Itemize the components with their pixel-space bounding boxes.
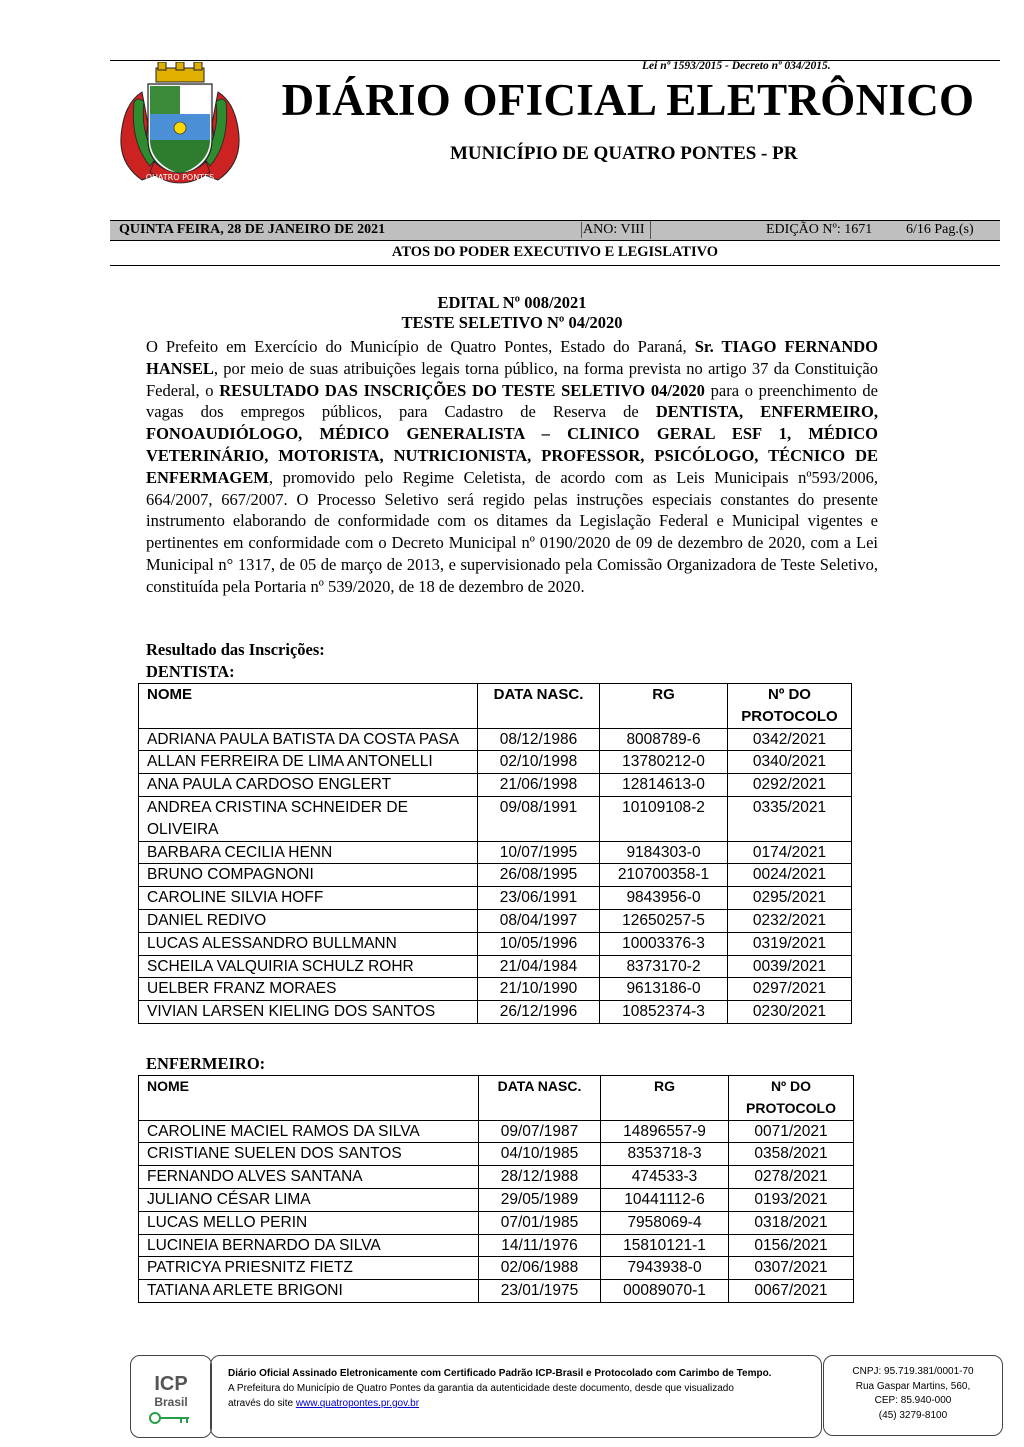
edital-number: EDITAL Nº 008/2021 — [437, 293, 587, 312]
table-row — [139, 887, 852, 910]
edital-body — [146, 336, 878, 598]
rg-cell: 00089070-1 — [601, 1280, 729, 1303]
table-row — [139, 751, 852, 774]
birthdate-cell: 09/08/1991 — [478, 796, 600, 841]
birthdate-cell: 23/01/1975 — [479, 1280, 601, 1303]
protocol-cell: 0340/2021 — [728, 751, 852, 774]
name-cell: LUCAS ALESSANDRO BULLMANN — [139, 932, 478, 955]
protocol-cell: 0318/2021 — [729, 1211, 854, 1234]
birthdate-cell: 21/10/1990 — [478, 978, 600, 1001]
column-header: DATA NASC. — [479, 1076, 601, 1121]
rg-cell: 13780212-0 — [600, 751, 728, 774]
name-cell: DANIEL REDIVO — [139, 909, 478, 932]
column-header: NOME — [139, 1076, 479, 1121]
edital-test-number: TESTE SELETIVO Nº 04/2020 — [401, 313, 623, 332]
column-header: RG — [600, 684, 728, 729]
protocol-cell: 0067/2021 — [729, 1280, 854, 1303]
protocol-cell: 0156/2021 — [729, 1234, 854, 1257]
name-cell: ALLAN FERREIRA DE LIMA ANTONELLI — [139, 751, 478, 774]
table-header-row — [139, 1076, 854, 1121]
rg-cell: 12650257-5 — [600, 909, 728, 932]
protocol-cell: 0319/2021 — [728, 932, 852, 955]
column-header: DATA NASC. — [478, 684, 600, 729]
address: Rua Gaspar Martins, 560, — [855, 1380, 971, 1392]
column-header: Nº DO PROTOCOLO — [729, 1076, 854, 1121]
footer-contact-box — [823, 1355, 1003, 1436]
issue-date: QUINTA FEIRA, 28 DE JANEIRO DE 2021 — [119, 222, 386, 237]
birthdate-cell: 04/10/1985 — [479, 1143, 601, 1166]
name-cell: BRUNO COMPAGNONI — [139, 864, 478, 887]
icp-brasil-logo-icon — [141, 1368, 201, 1428]
name-cell: FERNANDO ALVES SANTANA — [139, 1166, 479, 1189]
birthdate-cell: 07/01/1985 — [479, 1211, 601, 1234]
protocol-cell: 0230/2021 — [728, 1001, 852, 1024]
birthdate-cell: 08/12/1986 — [478, 728, 600, 751]
table-row — [139, 1234, 854, 1257]
table-row — [139, 978, 852, 1001]
section-rule — [110, 265, 1000, 266]
protocol-cell: 0295/2021 — [728, 887, 852, 910]
table-row — [139, 1257, 854, 1280]
table-row — [139, 909, 852, 932]
svg-text:ICP: ICP — [154, 1373, 188, 1395]
name-cell: SCHEILA VALQUIRIA SCHULZ ROHR — [139, 955, 478, 978]
issue-year: ANO: VIII — [583, 222, 645, 237]
name-cell: ADRIANA PAULA BATISTA DA COSTA PASA — [139, 728, 478, 751]
name-cell: JULIANO CÉSAR LIMA — [139, 1188, 479, 1211]
protocol-cell: 0342/2021 — [728, 728, 852, 751]
table-row — [139, 1001, 852, 1024]
birthdate-cell: 10/07/1995 — [478, 841, 600, 864]
table-row — [139, 955, 852, 978]
protocol-cell: 0232/2021 — [728, 909, 852, 932]
rg-cell: 9184303-0 — [600, 841, 728, 864]
footer-logo-box — [130, 1355, 212, 1438]
edital-paragraph: O Prefeito em Exercício do Município de Quatro Pontes, Estado do Paraná, Sr. TIAGO FERNANDO HANSEL, por meio de suas atribuições legais torna público, na forma prevista no artigo 37 da Constituição Federal, o RESULTADO DAS INSCRIÇÕES DO TESTE SELETIVO 04/2020 para o preenchimento de vagas dos empregos públicos, para Cadastro de Reserva de DENTISTA, ENFERMEIRO, FONOAUDIÓLOGO, MÉDICO GENERALISTA – CLINICO GERAL ESF 1, MÉDICO VETERINÁRIO, MOTORISTA, NUTRICIONISTA, PROFESSOR, PSICÓLOGO, TÉCNICO DE ENFERMAGEM, promovido pelo Regime Celetista, de acordo com as Leis Municipais nº593/2006, 664/2007, 667/2007. O Processo Seletivo será regido pelas instruções especiais constantes do presente instrumento elaborando de conformidade com os ditames da Legislação Federal e Municipal vigentes e pertinentes em conformidade com o Decreto Municipal nº 0190/2020 de 09 de dezembro de 2020, com a Lei Municipal n° 1317, de 05 de março de 2013, e supervisionado pela Comissão Organizadora de Teste Seletivo, constituída pela Portaria nº 539/2020, de 18 de dezembro de 2020. — [146, 337, 879, 596]
protocol-cell: 0358/2021 — [729, 1143, 854, 1166]
rg-cell: 474533-3 — [601, 1166, 729, 1189]
table-row — [139, 841, 852, 864]
edital-heading — [146, 293, 878, 333]
rg-cell: 10852374-3 — [600, 1001, 728, 1024]
municipal-crest-icon — [112, 62, 248, 194]
name-cell: LUCAS MELLO PERIN — [139, 1211, 479, 1234]
birthdate-cell: 14/11/1976 — [479, 1234, 601, 1257]
dentista-heading: DENTISTA: — [146, 662, 235, 681]
birthdate-cell: 21/06/1998 — [478, 774, 600, 797]
table-header-row — [139, 684, 852, 729]
page-subtitle: MUNICÍPIO DE QUATRO PONTES - PR — [450, 143, 798, 164]
birthdate-cell: 02/10/1998 — [478, 751, 600, 774]
name-cell: PATRICYA PRIESNITZ FIETZ — [139, 1257, 479, 1280]
page-title: DIÁRIO OFICIAL ELETRÔNICO — [281, 75, 975, 125]
rg-cell: 9843956-0 — [600, 887, 728, 910]
birthdate-cell: 08/04/1997 — [478, 909, 600, 932]
name-cell: CRISTIANE SUELEN DOS SANTOS — [139, 1143, 479, 1166]
rg-cell: 7958069-4 — [601, 1211, 729, 1234]
name-cell: TATIANA ARLETE BRIGONI — [139, 1280, 479, 1303]
name-cell: ANDREA CRISTINA SCHNEIDER DE OLIVEIRA — [139, 796, 478, 841]
rg-cell: 10109108-2 — [600, 796, 728, 841]
rg-cell: 7943938-0 — [601, 1257, 729, 1280]
column-header: Nº DO PROTOCOLO — [728, 684, 852, 729]
cnpj: CNPJ: 95.719.381/0001-70 — [852, 1366, 974, 1377]
table-row — [139, 932, 852, 955]
protocol-cell: 0297/2021 — [728, 978, 852, 1001]
site-link[interactable]: www.quatropontes.pr.gov.br — [295, 1398, 420, 1409]
footer — [130, 1355, 1005, 1438]
birthdate-cell: 26/08/1995 — [478, 864, 600, 887]
phone: (45) 3279-8100 — [878, 1409, 948, 1421]
table-row — [139, 1166, 854, 1189]
rg-cell: 8373170-2 — [600, 955, 728, 978]
column-header: RG — [601, 1076, 729, 1121]
rg-cell: 8008789-6 — [600, 728, 728, 751]
table-row — [139, 796, 852, 841]
protocol-cell: 0307/2021 — [729, 1257, 854, 1280]
name-cell: LUCINEIA BERNARDO DA SILVA — [139, 1234, 479, 1257]
birthdate-cell: 29/05/1989 — [479, 1188, 601, 1211]
birthdate-cell: 26/12/1996 — [478, 1001, 600, 1024]
issue-info-bar — [110, 220, 1000, 241]
footer-text: Diário Oficial Assinado Eletronicamente com Certificado Padrão ICP-Brasil e Protocolado com Carimbo de Tempo. A Prefeitura do Município de Quatro Pontes da garantia da autenticidade deste documento, desde que visualizado através do site www.quatropontes.pr.gov.br — [228, 1368, 772, 1409]
rg-cell: 210700358-1 — [600, 864, 728, 887]
protocol-cell: 0174/2021 — [728, 841, 852, 864]
section-title: ATOS DO PODER EXECUTIVO E LEGISLATIVO — [391, 244, 719, 260]
name-cell: CAROLINE SILVIA HOFF — [139, 887, 478, 910]
rg-cell: 12814613-0 — [600, 774, 728, 797]
column-header: NOME — [139, 684, 478, 729]
svg-text:QUATRO PONTES: QUATRO PONTES — [145, 173, 215, 182]
rg-cell: 14896557-9 — [601, 1120, 729, 1143]
info-divider — [650, 221, 651, 239]
name-cell: UELBER FRANZ MORAES — [139, 978, 478, 1001]
birthdate-cell: 23/06/1991 — [478, 887, 600, 910]
table-row — [139, 1280, 854, 1303]
enfermeiro-heading: ENFERMEIRO: — [146, 1054, 266, 1073]
table-row — [139, 864, 852, 887]
table-row — [139, 774, 852, 797]
issue-edition: EDIÇÃO Nº: 1671 — [766, 222, 873, 237]
protocol-cell: 0292/2021 — [728, 774, 852, 797]
name-cell: CAROLINE MACIEL RAMOS DA SILVA — [139, 1120, 479, 1143]
protocol-cell: 0039/2021 — [728, 955, 852, 978]
header-top-rule — [110, 60, 1000, 61]
table-row — [139, 1143, 854, 1166]
rg-cell: 10003376-3 — [600, 932, 728, 955]
protocol-cell: 0335/2021 — [728, 796, 852, 841]
svg-text:Brasil: Brasil — [154, 1395, 188, 1409]
table-row — [139, 1211, 854, 1234]
rg-cell: 15810121-1 — [601, 1234, 729, 1257]
protocol-cell: 0071/2021 — [729, 1120, 854, 1143]
rg-cell: 10441112-6 — [601, 1188, 729, 1211]
name-cell: BARBARA CECILIA HENN — [139, 841, 478, 864]
protocol-cell: 0193/2021 — [729, 1188, 854, 1211]
name-cell: ANA PAULA CARDOSO ENGLERT — [139, 774, 478, 797]
rg-cell: 9613186-0 — [600, 978, 728, 1001]
protocol-cell: 0024/2021 — [728, 864, 852, 887]
dentista-table — [138, 683, 852, 1024]
birthdate-cell: 21/04/1984 — [478, 955, 600, 978]
table-row — [139, 728, 852, 751]
birthdate-cell: 10/05/1996 — [478, 932, 600, 955]
name-cell: VIVIAN LARSEN KIELING DOS SANTOS — [139, 1001, 478, 1024]
rg-cell: 8353718-3 — [601, 1143, 729, 1166]
table-row — [139, 1120, 854, 1143]
protocol-cell: 0278/2021 — [729, 1166, 854, 1189]
birthdate-cell: 09/07/1987 — [479, 1120, 601, 1143]
table-row — [139, 1188, 854, 1211]
law-reference: Lei nº 1593/2015 - Decreto nº 034/2015. — [642, 60, 831, 72]
result-heading: Resultado das Inscrições: — [146, 640, 325, 659]
issue-pages: 6/16 Pag.(s) — [906, 222, 974, 237]
cep: CEP: 85.940-000 — [874, 1395, 952, 1406]
enfermeiro-table — [138, 1075, 854, 1303]
birthdate-cell: 02/06/1988 — [479, 1257, 601, 1280]
birthdate-cell: 28/12/1988 — [479, 1166, 601, 1189]
